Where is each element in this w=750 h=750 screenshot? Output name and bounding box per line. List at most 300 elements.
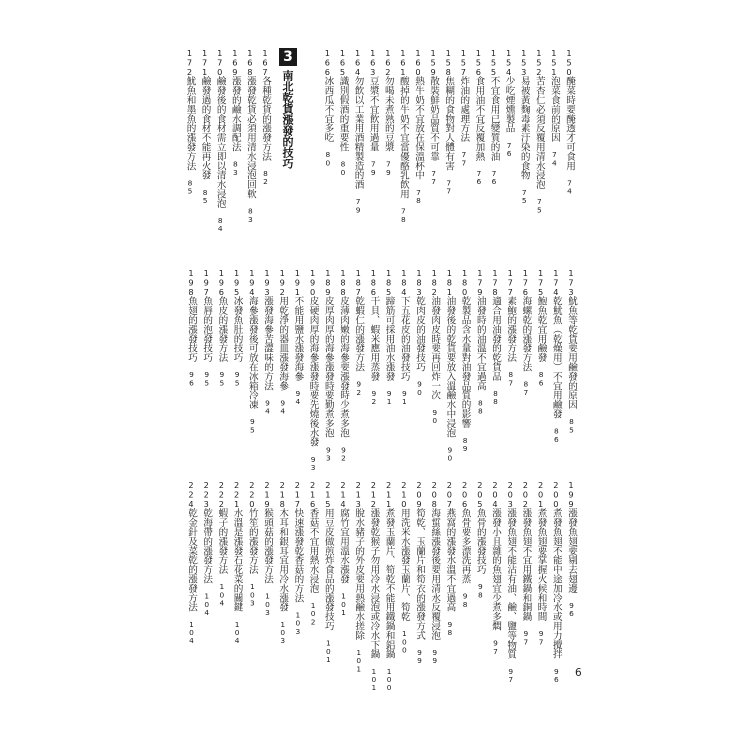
entry-page: 80 xyxy=(338,151,348,177)
entry-page: 85 xyxy=(567,409,576,434)
entry-page: 77 xyxy=(459,142,469,167)
entry-title: 漲發小且雜的魚翅宜少煮多燜 xyxy=(490,508,501,631)
entry-title: 漲發魚翅不能沾有油、鹼、鹽等物質 xyxy=(505,508,517,659)
toc-entry xyxy=(535,268,547,387)
entry-title: 冰西瓜不宜多吃 xyxy=(322,76,334,143)
toc-entry xyxy=(215,268,227,387)
entry-page: 101 xyxy=(369,658,379,692)
entry-title: 用乾淨的器皿漲發海參 xyxy=(277,296,289,391)
entry-number: 177 xyxy=(505,268,516,297)
toc-entry xyxy=(563,48,575,195)
entry-title: 易被黃麴毒素汙染的食物 xyxy=(518,76,530,180)
toc-entry xyxy=(457,48,469,167)
toc-entry xyxy=(382,48,394,176)
entry-title: 漲發乾貨必須用清水浸泡回軟 xyxy=(244,76,256,199)
entry-number: 163 xyxy=(367,48,378,77)
entry-title: 鹼發後的食材需立即以清水浸泡 xyxy=(214,76,226,208)
entry-page: 95 xyxy=(202,362,212,387)
toc-entry xyxy=(565,268,577,434)
toc-entry xyxy=(276,480,288,644)
toc-entry xyxy=(199,48,211,204)
toc-entry xyxy=(397,48,409,223)
toc-entry xyxy=(200,268,212,387)
entry-page: 94 xyxy=(263,390,272,415)
entry-number: 181 xyxy=(444,268,455,297)
entry-title: 乾蝦仁的漲發方法 xyxy=(353,296,365,372)
entry-page: 101 xyxy=(339,583,348,617)
entry-page: 90 xyxy=(415,371,424,397)
entry-page: 83 xyxy=(230,151,240,177)
entry-number: 207 xyxy=(444,480,455,509)
toc-entry xyxy=(214,48,226,232)
toc-entry xyxy=(246,480,258,607)
entry-title: 漲發海參苦澀味的方法 xyxy=(262,296,273,391)
entry-title: 木耳和銀耳宜用冷水漲發 xyxy=(277,508,289,612)
entry-page: 97 xyxy=(506,658,516,684)
entry-page: 88 xyxy=(475,390,485,415)
entry-number: 224 xyxy=(186,480,196,509)
entry-title: 海蜇絲漲發後要用清水反覆浸泡 xyxy=(429,508,441,640)
toc-entry xyxy=(352,268,364,396)
toc-entry xyxy=(246,268,258,434)
toc-entry xyxy=(474,268,486,415)
toc-entry xyxy=(398,480,410,654)
toc-entry xyxy=(337,268,349,462)
entry-page: 98 xyxy=(475,574,485,599)
entry-page: 97 xyxy=(536,621,546,646)
entry-number: 185 xyxy=(383,268,394,297)
entry-number: 180 xyxy=(459,268,470,297)
toc-entry xyxy=(291,480,303,635)
entry-title: 漲發魚翅不宜用鐵鍋和銅鍋 xyxy=(520,508,532,622)
entry-number: 176 xyxy=(520,268,531,297)
toc-entry xyxy=(474,480,486,599)
entry-title: 魚翅的漲發技巧 xyxy=(186,296,197,363)
entry-page: 104 xyxy=(217,574,227,607)
toc-entry xyxy=(504,268,516,387)
entry-page: 80 xyxy=(323,142,333,167)
toc-entry xyxy=(565,480,577,617)
entry-page: 101 xyxy=(354,639,364,673)
entry-page: 79 xyxy=(353,189,363,214)
entry-page: 96 xyxy=(567,592,576,618)
toc-entry xyxy=(428,268,440,424)
toc-entry xyxy=(459,480,471,608)
entry-number: 153 xyxy=(518,48,529,77)
entry-number: 158 xyxy=(443,48,454,77)
entry-title: 散裝鮮奶品質不可靠 xyxy=(428,76,440,161)
toc-entry xyxy=(367,268,379,405)
entry-number: 152 xyxy=(533,48,544,77)
toc-entry xyxy=(443,268,455,462)
entry-number: 217 xyxy=(292,480,303,509)
entry-title: 乾肉皮的油發技巧 xyxy=(414,296,425,372)
entry-title: 適合用油發的乾貨品 xyxy=(490,296,501,381)
toc-entry xyxy=(459,268,471,452)
entry-page: 103 xyxy=(293,602,303,636)
entry-page: 99 xyxy=(430,639,440,665)
entry-title: 識別假酒的重要性 xyxy=(337,76,349,152)
entry-number: 157 xyxy=(458,48,469,77)
entry-number: 189 xyxy=(322,268,333,297)
entry-number: 210 xyxy=(398,480,409,509)
entry-page: 79 xyxy=(368,151,378,177)
toc-entry xyxy=(489,268,501,405)
entry-title: 熱牛奶不宜放在保溫杯中 xyxy=(413,76,424,180)
entry-title: 乾海帶的漲發方法 xyxy=(201,508,213,584)
entry-title: 醃菜時要醃透才可食用 xyxy=(564,76,575,171)
toc-entry xyxy=(503,48,515,157)
toc-entry xyxy=(184,48,196,195)
entry-title: 酸掉的牛奶不宜當優酪乳飲用 xyxy=(397,76,409,199)
entry-title: 乾金針及菜乾的漲發方法 xyxy=(186,508,197,612)
entry-title: 魚骨要多漂洗再蒸 xyxy=(459,508,471,584)
entry-page: 74 xyxy=(565,170,574,195)
entry-number: 154 xyxy=(503,48,514,77)
entry-number: 165 xyxy=(337,48,348,77)
entry-number: 160 xyxy=(413,48,423,77)
toc-entry xyxy=(504,480,516,683)
entry-title: 乾製品含水量對油發品質的影響 xyxy=(459,296,471,428)
entry-number: 219 xyxy=(262,480,272,509)
entry-title: 漲發魚翅要剔去翅邊 xyxy=(566,508,577,593)
entry-number: 197 xyxy=(201,268,212,297)
entry-page: 98 xyxy=(460,583,470,609)
toc-entry xyxy=(259,48,271,185)
toc-entry xyxy=(229,48,241,176)
entry-number: 166 xyxy=(322,48,333,77)
entry-page: 93 xyxy=(308,446,318,472)
entry-number: 191 xyxy=(292,268,303,297)
entry-page: 101 xyxy=(323,630,333,664)
entry-title: 不宜食用已變質的油 xyxy=(488,76,500,161)
entry-number: 194 xyxy=(246,268,257,297)
entry-number: 190 xyxy=(307,268,318,297)
entry-page: 82 xyxy=(261,160,270,186)
entry-title: 豆漿不宜飲用過量 xyxy=(367,76,379,152)
entry-title: 干貝、蝦米應用蒸發 xyxy=(368,296,380,381)
toc-entry xyxy=(322,268,334,462)
toc-entry xyxy=(185,480,197,644)
entry-number: 150 xyxy=(564,48,574,77)
entry-number: 221 xyxy=(231,480,242,509)
entry-page: 103 xyxy=(278,611,288,645)
entry-page: 83 xyxy=(245,198,255,224)
toc-entry xyxy=(352,480,364,673)
entry-page: 96 xyxy=(187,362,196,387)
entry-title: 魷魚等乾貨要用鹼發的原因 xyxy=(566,296,577,410)
entry-number: 209 xyxy=(414,480,424,509)
entry-page: 87 xyxy=(521,371,531,397)
entry-number: 216 xyxy=(307,480,318,509)
entry-number: 183 xyxy=(414,268,424,297)
entry-page: 94 xyxy=(278,390,288,415)
entry-number: 218 xyxy=(277,480,288,509)
entry-page: 94 xyxy=(293,380,303,406)
entry-page: 76 xyxy=(489,160,499,186)
toc-entry xyxy=(413,268,425,396)
toc-entry xyxy=(443,480,455,636)
entry-number: 192 xyxy=(277,268,288,297)
entry-title: 冰發魚肚的技巧 xyxy=(231,296,243,363)
entry-title: 漲發乾猴子勿用冷水浸泡或冷水下鍋 xyxy=(368,508,380,659)
entry-number: 167 xyxy=(260,48,270,77)
entry-number: 201 xyxy=(535,480,546,509)
toc-entry xyxy=(412,48,424,204)
entry-number: 164 xyxy=(352,48,363,77)
toc-entry xyxy=(367,480,379,691)
entry-page: 104 xyxy=(232,611,242,645)
toc-entry xyxy=(307,268,319,471)
entry-number: 214 xyxy=(338,480,348,509)
entry-page: 88 xyxy=(491,380,500,406)
entry-number: 174 xyxy=(550,268,561,297)
toc-entry xyxy=(321,48,333,167)
entry-title: 香菇不宜用熱水浸泡 xyxy=(307,508,319,593)
entry-number: 193 xyxy=(262,268,272,297)
toc-entry xyxy=(489,480,501,655)
entry-title: 魚皮的漲發方法 xyxy=(216,296,228,363)
entry-page: 84 xyxy=(215,207,225,233)
toc-entry xyxy=(413,480,425,664)
entry-title: 用豆皮做煎炸食品的漲發技巧 xyxy=(322,508,334,631)
entry-page: 89 xyxy=(460,427,470,453)
entry-title: 海螺乾的漲發方法 xyxy=(520,296,532,372)
entry-page: 102 xyxy=(308,592,318,626)
entry-title: 鮑魚乾宜用鹼發 xyxy=(535,296,547,363)
entry-title: 下五花皮的油發技巧 xyxy=(398,296,410,381)
toc-entry xyxy=(352,48,364,214)
entry-page: 76 xyxy=(474,160,484,186)
entry-title: 快速漲發乾香菇的方法 xyxy=(292,508,304,603)
toc-entry xyxy=(200,480,212,616)
entry-page: 104 xyxy=(187,611,196,645)
entry-number: 208 xyxy=(429,480,440,509)
toc-entry xyxy=(518,48,530,204)
toc-entry xyxy=(337,48,349,176)
entry-page: 86 xyxy=(551,418,561,444)
entry-number: 159 xyxy=(428,48,439,77)
entry-page: 90 xyxy=(430,399,440,425)
entry-page: 77 xyxy=(444,170,454,195)
entry-number: 168 xyxy=(244,48,255,77)
toc-entry xyxy=(488,48,500,185)
toc-entry xyxy=(398,268,410,405)
toc-entry xyxy=(519,268,531,396)
entry-page: 76 xyxy=(504,132,514,158)
entry-number: 215 xyxy=(322,480,333,509)
toc-entry xyxy=(383,268,395,405)
entry-page: 92 xyxy=(339,437,348,462)
toc-entry xyxy=(307,480,319,626)
entry-title: 泡菜食前的原因 xyxy=(548,76,560,143)
entry-title: 皮厚肉厚的海參漲發時要勤煮多泡 xyxy=(322,296,334,438)
toc-entry xyxy=(231,480,243,644)
entry-title: 少吃煙燻製品 xyxy=(503,76,515,133)
entry-title: 海參漲發後可放在冰箱冷凍 xyxy=(246,296,258,410)
entry-number: 222 xyxy=(216,480,227,509)
entry-title: 不能用鹽水漲發海參 xyxy=(292,296,304,381)
entry-number: 205 xyxy=(474,480,485,509)
entry-title: 油發時的油溫不宜過高 xyxy=(474,296,486,391)
entry-title: 筍乾、玉蘭片和筍衣的漲發方式 xyxy=(414,508,425,640)
toc-entry xyxy=(548,48,560,167)
entry-number: 155 xyxy=(488,48,499,77)
toc-entry xyxy=(533,48,545,214)
entry-title: 皮硬肉厚的海參漲發時要先燒後水發 xyxy=(307,296,319,447)
entry-page: 87 xyxy=(506,362,516,387)
entry-title: 煮發魚翅要掌握火候和時間 xyxy=(535,508,547,622)
entry-number: 187 xyxy=(353,268,364,297)
entry-title: 用洗米水漲發玉蘭片、筍乾 xyxy=(398,508,410,622)
toc-entry xyxy=(276,268,288,415)
toc-entry xyxy=(519,480,531,646)
page-number: 6 xyxy=(575,667,582,679)
entry-page: 100 xyxy=(399,621,409,654)
entry-page: 93 xyxy=(323,437,333,462)
entry-page: 104 xyxy=(202,583,212,617)
entry-title: 漲發的鹼水調配法 xyxy=(229,76,241,152)
entry-title: 竹笙的漲發方法 xyxy=(246,508,258,575)
entry-title: 各種乾貨的漲發方法 xyxy=(260,76,271,161)
entry-title: 油發後的乾貨要放入溫鹼水中浸泡 xyxy=(444,296,456,438)
entry-page: 92 xyxy=(354,371,364,397)
entry-title: 魚骨的漲發技巧 xyxy=(474,508,486,575)
entry-page: 103 xyxy=(247,574,257,607)
entry-number: 203 xyxy=(505,480,516,509)
entry-page: 90 xyxy=(445,437,455,462)
toc-entry xyxy=(215,480,227,607)
entry-page: 95 xyxy=(247,409,257,434)
entry-title: 水溫是漲發石花菜的關鍵 xyxy=(231,508,243,612)
entry-page: 77 xyxy=(429,160,439,186)
entry-number: 170 xyxy=(214,48,225,77)
entry-number: 162 xyxy=(382,48,393,77)
entry-number: 202 xyxy=(520,480,531,509)
entry-number: 188 xyxy=(338,268,348,297)
section-title: 南北乾貨漲發的技巧 xyxy=(281,70,294,169)
entry-number: 175 xyxy=(535,268,546,297)
entry-title: 蹄筋可採用油水漲發 xyxy=(383,296,395,381)
entry-number: 204 xyxy=(490,480,500,509)
toc-entry xyxy=(442,48,454,195)
entry-number: 200 xyxy=(550,480,561,509)
entry-number: 206 xyxy=(459,480,470,509)
toc-entry xyxy=(337,480,349,616)
entry-number: 156 xyxy=(473,48,484,77)
entry-number: 179 xyxy=(474,268,485,297)
entry-number: 212 xyxy=(368,480,379,509)
entry-page: 79 xyxy=(383,151,393,177)
entry-title: 勿喝未煮熟的豆漿 xyxy=(382,76,394,152)
toc-entry xyxy=(322,480,334,663)
entry-title: 燕窩的漲發水溫不宜過高 xyxy=(444,508,456,612)
entry-title: 皮薄肉嫩的海參要漲發時少煮多泡 xyxy=(338,296,349,438)
entry-number: 173 xyxy=(566,268,576,297)
entry-page: 91 xyxy=(399,380,409,406)
entry-title: 魷魚和墨魚的漲發方法 xyxy=(184,76,196,171)
entry-number: 169 xyxy=(229,48,240,77)
entry-number: 161 xyxy=(397,48,408,77)
entry-page: 75 xyxy=(519,179,529,205)
toc-entry xyxy=(383,480,395,691)
entry-title: 焦糊的食物對人體有害 xyxy=(443,76,455,171)
entry-title: 煮發玉蘭片、筍乾不能用鐵鍋和鋁鍋 xyxy=(383,508,395,659)
entry-page: 78 xyxy=(414,179,423,205)
entry-title: 脫水豬子的外皮要用熱鹼水搓除 xyxy=(353,508,365,640)
entry-title: 鹼發過的食材不能再火發 xyxy=(199,76,211,180)
entry-page: 86 xyxy=(536,362,546,387)
entry-number: 186 xyxy=(368,268,379,297)
entry-number: 171 xyxy=(199,48,210,77)
entry-title: 苦杏仁必須反覆用清水浸泡 xyxy=(533,76,545,190)
entry-title: 腐竹宜用溫水漲發 xyxy=(338,508,349,584)
entry-number: 182 xyxy=(429,268,440,297)
entry-title: 魚唇的泡發技巧 xyxy=(201,296,213,363)
entry-title: 蝦子的漲發方法 xyxy=(216,508,228,575)
section-number-badge: 3 xyxy=(279,48,297,66)
toc-entry xyxy=(550,268,562,443)
toc-entry xyxy=(261,480,273,616)
toc-entry xyxy=(185,268,197,387)
entry-title: 乾魷魚（乾燥用）不宜用鹼發 xyxy=(550,296,562,419)
entry-number: 211 xyxy=(383,480,394,509)
entry-page: 97 xyxy=(521,621,531,646)
entry-number: 195 xyxy=(231,268,242,297)
entry-number: 151 xyxy=(548,48,559,77)
entry-page: 95 xyxy=(217,362,227,387)
entry-number: 172 xyxy=(184,48,195,77)
entry-number: 196 xyxy=(216,268,227,297)
entry-page: 92 xyxy=(369,380,379,406)
entry-title: 勿飲以工業用酒精製造的酒 xyxy=(352,76,364,190)
entry-number: 213 xyxy=(353,480,364,509)
entry-number: 223 xyxy=(201,480,212,509)
entry-page: 96 xyxy=(551,658,561,684)
entry-page: 75 xyxy=(534,189,544,214)
entry-page: 91 xyxy=(384,380,394,406)
entry-page: 100 xyxy=(384,658,394,692)
entry-page: 95 xyxy=(232,362,242,387)
entry-number: 198 xyxy=(186,268,196,297)
toc-entry xyxy=(291,268,303,405)
entry-title: 食用油不宜反覆加熱 xyxy=(473,76,485,161)
entry-title: 素鮑的漲發方法 xyxy=(505,296,517,363)
entry-title: 猴頭菇的漲發方法 xyxy=(262,508,273,584)
toc-entry xyxy=(231,268,243,387)
entry-page: 85 xyxy=(185,170,195,195)
toc-entry xyxy=(261,268,273,415)
entry-title: 煮發魚翅不能中途加冷水或用力攪拌 xyxy=(550,508,562,659)
entry-page: 78 xyxy=(398,198,408,224)
entry-page: 99 xyxy=(415,639,424,665)
toc-entry xyxy=(367,48,379,176)
entry-number: 184 xyxy=(398,268,409,297)
toc-entry xyxy=(550,480,562,683)
entry-page: 98 xyxy=(445,611,455,637)
toc-entry xyxy=(428,480,440,664)
toc-entry xyxy=(472,48,484,185)
entry-title: 油發肉皮時要再回炸一次 xyxy=(429,296,441,400)
entry-number: 178 xyxy=(490,268,500,297)
entry-page: 97 xyxy=(491,630,500,656)
entry-page: 85 xyxy=(200,179,210,205)
entry-number: 220 xyxy=(246,480,257,509)
entry-title: 炸油的處理方法 xyxy=(458,76,470,143)
toc-entry xyxy=(244,48,256,223)
entry-number: 199 xyxy=(566,480,576,509)
entry-page: 74 xyxy=(549,142,559,167)
